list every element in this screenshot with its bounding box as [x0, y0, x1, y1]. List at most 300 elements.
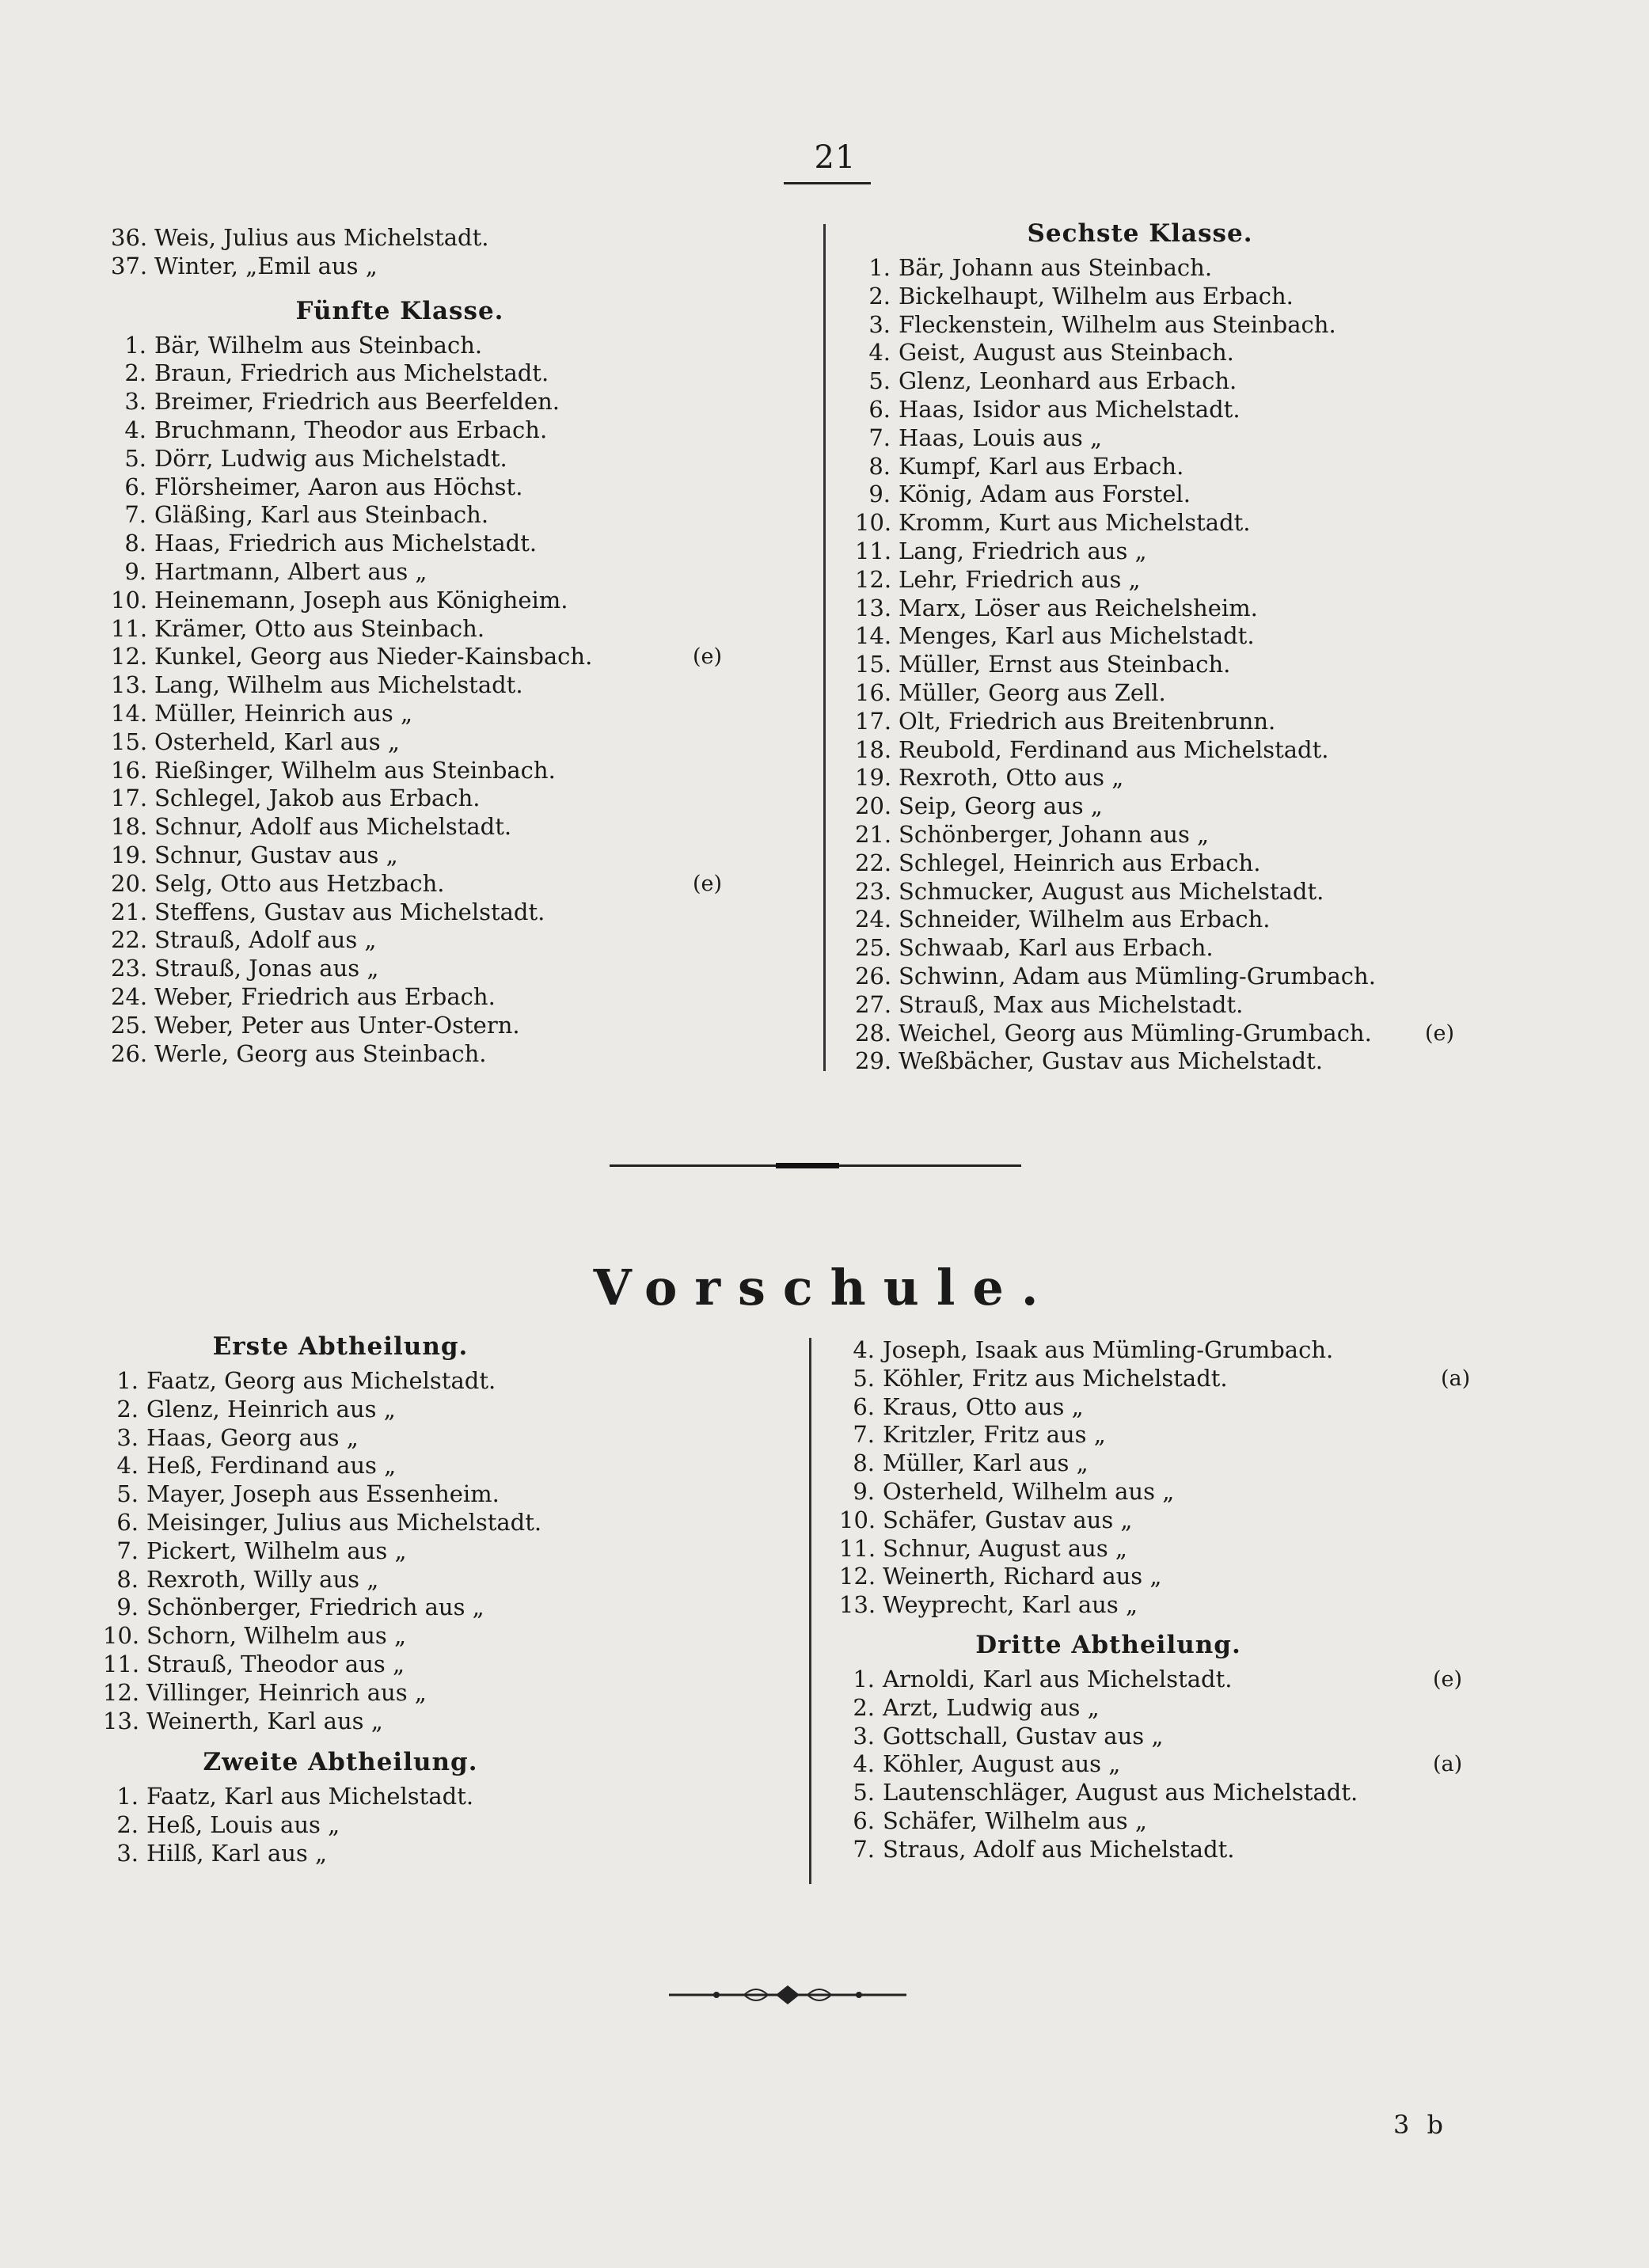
- entry-number: 12.: [111, 643, 148, 671]
- entry-name: Haas, Louis aus „: [899, 424, 1103, 451]
- entry-name: Hilß, Karl aus „: [146, 1839, 328, 1867]
- entry-name: Heß, Louis aus „: [146, 1811, 340, 1839]
- entry-name: Weinerth, Karl aus „: [146, 1707, 383, 1734]
- list-item: [111, 416, 823, 445]
- entry-name: Menges, Karl aus Michelstadt.: [899, 622, 1255, 650]
- entry-name: Schorn, Wilhelm aus „: [146, 1622, 406, 1650]
- entry-number: 37.: [111, 252, 148, 279]
- entry-name: Marx, Löser aus Reichelsheim.: [899, 594, 1258, 621]
- entry-number: 9.: [124, 557, 146, 585]
- entry-number: 12.: [839, 1563, 876, 1590]
- list-item: [839, 1836, 1567, 1864]
- entry-name: Schmucker, August aus Michelstadt.: [899, 877, 1324, 905]
- entry-number: 9.: [853, 1477, 875, 1505]
- entry-number: 1.: [853, 1665, 875, 1692]
- entry-name: Kromm, Kurt aus Michelstadt.: [899, 509, 1251, 537]
- entry-note: (e): [1433, 1666, 1463, 1692]
- list-item: [111, 445, 823, 473]
- list-item: [103, 1452, 800, 1480]
- entry-name: Schneider, Wilhelm aus Erbach.: [899, 906, 1271, 933]
- entry-name: Schlegel, Heinrich aus Erbach.: [899, 849, 1261, 876]
- entry-number: 26.: [855, 962, 892, 990]
- entry-number: 7.: [853, 1421, 875, 1449]
- list-item: [839, 1723, 1567, 1751]
- list-item: [111, 1040, 823, 1069]
- heading-sixth-class: Sechste Klasse.: [1027, 219, 1253, 248]
- entry-number: 5.: [853, 1364, 875, 1392]
- list-item: [111, 757, 823, 785]
- list-item: [111, 813, 823, 841]
- entry-name: Selg, Otto aus Hetzbach.: [154, 869, 445, 897]
- list-item: [103, 1566, 800, 1594]
- entry-number: 13.: [839, 1591, 876, 1619]
- page-number: 21: [814, 139, 857, 176]
- entry-number: 13.: [855, 594, 892, 621]
- entry-number: 5.: [853, 1779, 875, 1806]
- entry-name: Glenz, Leonhard aus Erbach.: [899, 367, 1237, 395]
- entry-name: Weßbächer, Gustav aus Michelstadt.: [899, 1047, 1323, 1075]
- entry-number: 4.: [116, 1452, 139, 1480]
- entry-number: 6.: [853, 1392, 875, 1420]
- entry-name: Schönberger, Friedrich aus „: [146, 1594, 484, 1621]
- heading-second-division: Zweite Abtheilung.: [203, 1748, 478, 1777]
- list-item: [855, 1047, 1583, 1076]
- entry-number: 36.: [111, 224, 148, 251]
- heading-fifth-class: Fünfte Klasse.: [295, 296, 504, 325]
- entry-number: 16.: [111, 756, 148, 784]
- section-title-vorschule: Vorschule.: [593, 1259, 1056, 1316]
- list-item: [855, 878, 1583, 906]
- list-item: [855, 792, 1583, 821]
- list-item: [111, 983, 823, 1012]
- entry-name: Müller, Karl aus „: [883, 1449, 1089, 1477]
- entry-number: 2.: [116, 1811, 139, 1839]
- entry-number: 8.: [116, 1565, 139, 1593]
- list-item: [111, 870, 823, 898]
- entry-number: 3.: [116, 1839, 139, 1867]
- list-item: [855, 254, 1583, 283]
- entry-number: 7.: [868, 424, 891, 451]
- entry-number: 23.: [111, 955, 148, 982]
- list-item: [111, 388, 823, 416]
- entry-name: Haas, Friedrich aus Michelstadt.: [154, 530, 538, 557]
- list-first-division-continued: [839, 1336, 1567, 1620]
- entry-name: Kritzler, Fritz aus „: [883, 1421, 1106, 1449]
- list-item: [111, 700, 823, 728]
- entry-number: 19.: [855, 764, 892, 792]
- entry-number: 21.: [855, 820, 892, 848]
- ornament-divider: [669, 1979, 906, 2011]
- list-item: [855, 679, 1583, 708]
- entry-name: Braun, Friedrich aus Michelstadt.: [154, 359, 549, 387]
- list-item: [855, 821, 1583, 849]
- entry-name: Flörsheimer, Aaron aus Höchst.: [154, 473, 523, 500]
- list-item: [855, 963, 1583, 991]
- entry-name: Gottschall, Gustav aus „: [883, 1722, 1164, 1749]
- entry-number: 9.: [116, 1594, 139, 1621]
- entry-name: Weis, Julius aus Michelstadt.: [154, 224, 489, 251]
- entry-number: 14.: [855, 622, 892, 650]
- entry-name: Lehr, Friedrich aus „: [899, 565, 1141, 593]
- list-item: [839, 1694, 1567, 1723]
- entry-name: Weber, Friedrich aus Erbach.: [154, 982, 496, 1010]
- list-item: [839, 1563, 1567, 1591]
- list-item: [839, 1365, 1567, 1393]
- list-item: [855, 283, 1583, 311]
- entry-name: König, Adam aus Forstel.: [899, 481, 1191, 508]
- entry-number: 17.: [855, 707, 892, 735]
- entry-number: 8.: [868, 452, 891, 480]
- list-item: [839, 1535, 1567, 1563]
- entry-name: Olt, Friedrich aus Breitenbrunn.: [899, 707, 1276, 735]
- entry-name: Glenz, Heinrich aus „: [146, 1395, 396, 1423]
- list-item: [111, 926, 823, 955]
- entry-name: Strauß, Adolf aus „: [154, 926, 377, 954]
- list-item: [103, 1783, 800, 1811]
- entry-number: 18.: [855, 735, 892, 763]
- entry-name: Mayer, Joseph aus Essenheim.: [146, 1480, 500, 1508]
- class-list-fifth: [111, 332, 823, 1069]
- entry-number: 5.: [124, 444, 146, 472]
- section-divider: [610, 1164, 1021, 1167]
- entry-number: 4.: [124, 416, 146, 443]
- entry-number: 3.: [853, 1722, 875, 1749]
- list-second-division: [103, 1783, 800, 1867]
- list-item: [839, 1591, 1567, 1620]
- entry-number: 1.: [116, 1783, 139, 1810]
- entry-number: 2.: [868, 282, 891, 310]
- entry-number: 10.: [855, 509, 892, 537]
- list-item: [855, 934, 1583, 963]
- list-item: [839, 1666, 1567, 1694]
- entry-name: Weichel, Georg aus Mümling-Grumbach.: [899, 1019, 1372, 1047]
- heading-first-division: Erste Abtheilung.: [212, 1332, 469, 1361]
- entry-number: 28.: [855, 1019, 892, 1047]
- entry-number: 1.: [116, 1367, 139, 1394]
- entry-name: Weinerth, Richard aus „: [883, 1563, 1162, 1590]
- entry-name: Pickert, Wilhelm aus „: [146, 1537, 407, 1564]
- entry-number: 19.: [111, 841, 148, 868]
- list-item: [839, 1449, 1567, 1478]
- column-divider-lower: [809, 1338, 811, 1884]
- list-item: [855, 622, 1583, 651]
- entry-number: 14.: [111, 699, 148, 727]
- entry-number: 24.: [855, 906, 892, 933]
- entry-number: 7.: [124, 501, 146, 529]
- entry-name: Weber, Peter aus Unter-Ostern.: [154, 1011, 520, 1039]
- entry-name: Schnur, Adolf aus Michelstadt.: [154, 813, 512, 841]
- entry-name: Lang, Wilhelm aus Michelstadt.: [154, 671, 523, 699]
- class-list-sixth: [855, 254, 1583, 1076]
- entry-name: Kraus, Otto aus „: [883, 1392, 1084, 1420]
- entry-number: 26.: [111, 1039, 148, 1067]
- list-item: [855, 424, 1583, 453]
- list-item: [855, 595, 1583, 623]
- entry-number: 1.: [124, 331, 146, 359]
- list-item: [855, 396, 1583, 424]
- entry-number: 25.: [111, 1011, 148, 1039]
- entry-name: Bär, Johann aus Steinbach.: [899, 254, 1213, 281]
- entry-name: Schäfer, Wilhelm aus „: [883, 1806, 1147, 1834]
- list-item: [111, 587, 823, 615]
- entry-number: 5.: [868, 367, 891, 395]
- list-item: [855, 453, 1583, 481]
- entry-name: Strauß, Jonas aus „: [154, 955, 379, 982]
- list-item: [839, 1336, 1567, 1365]
- entry-name: Schönberger, Johann aus „: [899, 820, 1210, 848]
- entry-name: Breimer, Friedrich aus Beerfelden.: [154, 388, 560, 416]
- list-item: [103, 1622, 800, 1651]
- list-item: [111, 253, 823, 281]
- list-item: [855, 538, 1583, 566]
- entry-name: Straus, Adolf aus Michelstadt.: [883, 1835, 1235, 1863]
- entry-number: 3.: [116, 1423, 139, 1451]
- entry-name: Arzt, Ludwig aus „: [883, 1693, 1100, 1721]
- upper-right-column: [855, 219, 1583, 1076]
- lower-left-column: [103, 1326, 800, 1868]
- list-item: [111, 558, 823, 587]
- list-item: [111, 501, 823, 530]
- entry-number: 11.: [839, 1534, 876, 1562]
- list-item: [103, 1811, 800, 1840]
- entry-number: 5.: [116, 1480, 139, 1508]
- entry-name: Gläßing, Karl aus Steinbach.: [154, 501, 489, 529]
- entry-number: 2.: [116, 1395, 139, 1423]
- list-item: [103, 1651, 800, 1679]
- entry-name: Hartmann, Albert aus „: [154, 557, 427, 585]
- entry-name: Bruchmann, Theodor aus Erbach.: [154, 416, 548, 443]
- entry-name: Schäfer, Gustav aus „: [883, 1506, 1133, 1533]
- entry-number: 8.: [853, 1449, 875, 1477]
- entry-name: Heß, Ferdinand aus „: [146, 1452, 397, 1480]
- list-item: [103, 1840, 800, 1868]
- list-item: [855, 991, 1583, 1020]
- entry-name: Werle, Georg aus Steinbach.: [154, 1039, 487, 1067]
- entry-number: 2.: [853, 1693, 875, 1721]
- list-item: [839, 1807, 1567, 1836]
- entry-number: 21.: [111, 898, 148, 925]
- list-item: [855, 367, 1583, 396]
- entry-name: Bär, Wilhelm aus Steinbach.: [154, 331, 483, 359]
- entry-number: 10.: [111, 586, 148, 614]
- entry-name: Geist, August aus Steinbach.: [899, 339, 1234, 367]
- entry-name: Lang, Friedrich aus „: [899, 537, 1147, 564]
- entry-number: 12.: [103, 1678, 140, 1706]
- entry-name: Rießinger, Wilhelm aus Steinbach.: [154, 756, 556, 784]
- heading-third-division: Dritte Abtheilung.: [975, 1630, 1241, 1659]
- list-item: [855, 736, 1583, 765]
- list-item: [839, 1506, 1567, 1535]
- list-item: [103, 1396, 800, 1424]
- list-third-division: [839, 1666, 1567, 1864]
- entry-name: Winter, „Emil aus „: [154, 252, 378, 279]
- entry-number: 6.: [868, 395, 891, 423]
- list-item: [103, 1480, 800, 1509]
- entry-name: Weyprecht, Karl aus „: [883, 1591, 1138, 1619]
- entry-name: Meisinger, Julius aus Michelstadt.: [146, 1508, 542, 1536]
- entry-number: 16.: [855, 678, 892, 706]
- entry-name: Kumpf, Karl aus Erbach.: [899, 452, 1184, 480]
- entry-number: 4.: [853, 1750, 875, 1778]
- entry-number: 6.: [124, 473, 146, 500]
- entry-number: 18.: [111, 813, 148, 841]
- list-item: [103, 1679, 800, 1708]
- entry-note: (a): [1433, 1752, 1463, 1777]
- entry-note: (e): [693, 644, 723, 670]
- entry-number: 13.: [111, 671, 148, 699]
- list-item: [855, 481, 1583, 509]
- list-item: [111, 728, 823, 757]
- list-item: [103, 1708, 800, 1736]
- list-item: [111, 473, 823, 502]
- entry-number: 25.: [855, 934, 892, 962]
- entry-name: Faatz, Karl aus Michelstadt.: [146, 1783, 474, 1810]
- list-item: [111, 898, 823, 927]
- list-item: [103, 1367, 800, 1396]
- entry-number: 20.: [111, 869, 148, 897]
- entry-name: Joseph, Isaak aus Mümling-Grumbach.: [883, 1336, 1334, 1363]
- list-item: [855, 764, 1583, 792]
- entry-number: 6.: [853, 1806, 875, 1834]
- entry-name: Osterheld, Wilhelm aus „: [883, 1477, 1175, 1505]
- entry-number: 15.: [855, 651, 892, 678]
- entry-name: Schwaab, Karl aus Erbach.: [899, 934, 1214, 962]
- entry-name: Villinger, Heinrich aus „: [146, 1678, 427, 1706]
- list-item: [103, 1509, 800, 1537]
- entry-name: Osterheld, Karl aus „: [154, 728, 400, 755]
- entry-number: 4.: [868, 339, 891, 367]
- entry-number: 17.: [111, 784, 148, 812]
- list-item: [111, 224, 823, 253]
- entry-number: 23.: [855, 877, 892, 905]
- list-item: [855, 566, 1583, 595]
- entry-number: 20.: [855, 792, 892, 820]
- upper-left-column: [111, 224, 823, 1068]
- entry-name: Köhler, Fritz aus Michelstadt.: [883, 1364, 1228, 1392]
- entry-number: 12.: [855, 565, 892, 593]
- entry-name: Schlegel, Jakob aus Erbach.: [154, 784, 481, 812]
- entry-name: Müller, Heinrich aus „: [154, 699, 412, 727]
- entry-name: Köhler, August aus „: [883, 1750, 1121, 1778]
- entry-name: Reubold, Ferdinand aus Michelstadt.: [899, 735, 1329, 763]
- list-item: [855, 906, 1583, 934]
- entry-number: 11.: [103, 1650, 140, 1677]
- entry-name: Krämer, Otto aus Steinbach.: [154, 614, 485, 642]
- entry-name: Rexroth, Otto aus „: [899, 764, 1124, 792]
- list-item: [855, 311, 1583, 340]
- entry-number: 22.: [111, 926, 148, 954]
- entry-name: Faatz, Georg aus Michelstadt.: [146, 1367, 496, 1394]
- list-item: [855, 339, 1583, 367]
- list-item: [103, 1594, 800, 1622]
- entry-number: 10.: [839, 1506, 876, 1533]
- entry-number: 10.: [103, 1622, 140, 1650]
- entry-note: (a): [1441, 1366, 1471, 1391]
- list-item: [839, 1478, 1567, 1506]
- page-number-underline: [784, 182, 871, 184]
- entry-number: 2.: [124, 359, 146, 387]
- list-item: [839, 1750, 1567, 1779]
- entry-number: 4.: [853, 1336, 875, 1363]
- entry-name: Seip, Georg aus „: [899, 792, 1103, 820]
- entry-name: Heinemann, Joseph aus Königheim.: [154, 586, 568, 614]
- entry-number: 7.: [853, 1835, 875, 1863]
- list-item: [111, 955, 823, 983]
- entry-name: Müller, Ernst aus Steinbach.: [899, 651, 1231, 678]
- entry-number: 3.: [868, 310, 891, 338]
- entry-name: Strauß, Max aus Michelstadt.: [899, 990, 1244, 1018]
- column-divider-upper: [823, 224, 826, 1071]
- lower-right-column: [839, 1336, 1567, 1864]
- entry-name: Schnur, Gustav aus „: [154, 841, 398, 868]
- list-item: [839, 1421, 1567, 1449]
- entry-name: Rexroth, Willy aus „: [146, 1565, 379, 1593]
- list-item: [111, 615, 823, 644]
- list-item: [855, 849, 1583, 878]
- class-list-continued: [111, 224, 823, 281]
- entry-number: 8.: [124, 530, 146, 557]
- entry-name: Lautenschläger, August aus Michelstadt.: [883, 1779, 1358, 1806]
- list-item: [103, 1424, 800, 1453]
- entry-number: 6.: [116, 1508, 139, 1536]
- list-item: [855, 708, 1583, 736]
- entry-name: Bickelhaupt, Wilhelm aus Erbach.: [899, 282, 1294, 310]
- entry-name: Arnoldi, Karl aus Michelstadt.: [883, 1665, 1233, 1692]
- entry-number: 27.: [855, 990, 892, 1018]
- list-item: [103, 1537, 800, 1566]
- list-item: [855, 1020, 1583, 1048]
- list-first-division: [103, 1367, 800, 1735]
- entry-number: 13.: [103, 1707, 140, 1734]
- entry-number: 3.: [124, 388, 146, 416]
- list-item: [111, 841, 823, 870]
- entry-number: 29.: [855, 1047, 892, 1075]
- entry-number: 15.: [111, 728, 148, 755]
- entry-number: 9.: [868, 481, 891, 508]
- entry-number: 11.: [111, 614, 148, 642]
- entry-name: Dörr, Ludwig aus Michelstadt.: [154, 444, 507, 472]
- list-item: [111, 359, 823, 388]
- entry-number: 24.: [111, 982, 148, 1010]
- entry-name: Schnur, August aus „: [883, 1534, 1127, 1562]
- entry-name: Strauß, Theodor aus „: [146, 1650, 405, 1677]
- entry-name: Fleckenstein, Wilhelm aus Steinbach.: [899, 310, 1336, 338]
- list-item: [111, 784, 823, 813]
- list-item: [111, 671, 823, 700]
- entry-name: Kunkel, Georg aus Nieder-Kainsbach.: [154, 643, 593, 671]
- entry-name: Schwinn, Adam aus Mümling-Grumbach.: [899, 962, 1376, 990]
- list-item: [111, 1012, 823, 1040]
- list-item: [855, 509, 1583, 538]
- entry-note: (e): [693, 871, 723, 896]
- list-item: [839, 1393, 1567, 1422]
- list-item: [855, 651, 1583, 679]
- list-item: [111, 643, 823, 671]
- entry-name: Haas, Isidor aus Michelstadt.: [899, 395, 1241, 423]
- entry-name: Müller, Georg aus Zell.: [899, 678, 1166, 706]
- entry-name: Haas, Georg aus „: [146, 1423, 359, 1451]
- entry-name: Steffens, Gustav aus Michelstadt.: [154, 898, 545, 925]
- entry-number: 1.: [868, 254, 891, 281]
- list-item: [839, 1779, 1567, 1807]
- entry-note: (e): [1425, 1020, 1455, 1046]
- list-item: [111, 332, 823, 360]
- entry-number: 7.: [116, 1537, 139, 1564]
- signature-mark: 3 b: [1393, 2110, 1449, 2140]
- list-item: [111, 530, 823, 558]
- entry-number: 22.: [855, 849, 892, 876]
- entry-number: 11.: [855, 537, 892, 564]
